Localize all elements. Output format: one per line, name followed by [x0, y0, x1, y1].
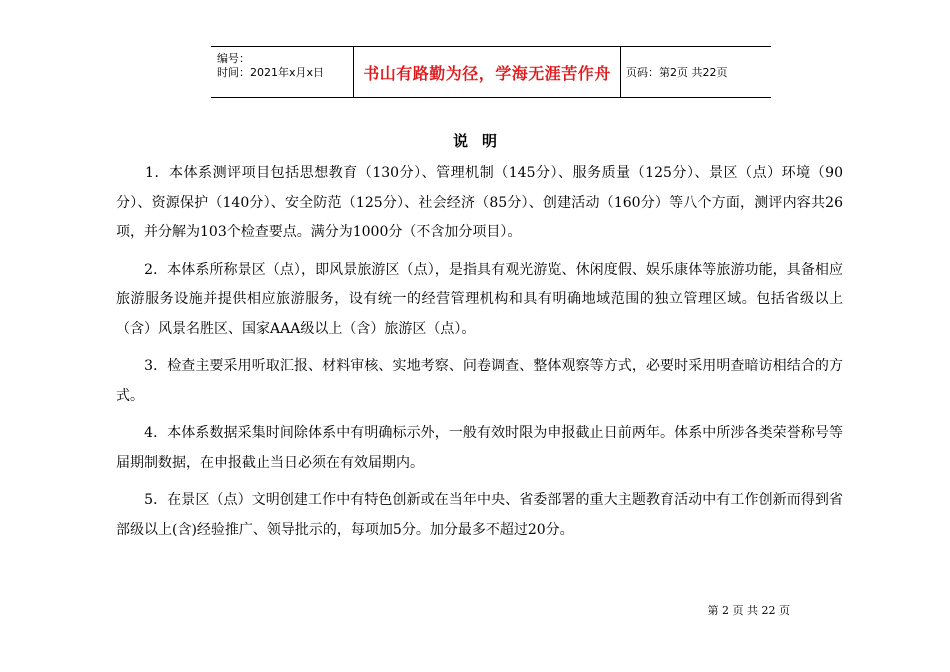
header-motto: 书山有路勤为径，学海无涯苦作舟 [354, 47, 621, 97]
paragraph-5: 5．在景区（点）文明创建工作中有特色创新或在当年中央、省委部署的重大主题教育活动中有工作创新而得到省部级以上(含)经验推广、领导批示的，每项加5分。加分最多不超过20分。 [116, 492, 843, 538]
header-info-cell [211, 47, 354, 97]
header-page-number: 页码：第2页 共22页 [626, 66, 728, 79]
document-title: 说明 [452, 132, 511, 150]
paragraph-2: 2．本体系所称景区（点），即风景旅游区（点），是指具有观光游览、休闲度假、娱乐康体等旅游功能，具备相应旅游服务设施并提供相应旅游服务，设有统一的经营管理机构和具有明确地域范围的独立管理区域。包括省级以上（含）风景名胜区、国家AAA级以上（含）旅游区（点）。 [116, 261, 843, 337]
document-body [116, 159, 843, 553]
paragraph-3: 3．检查主要采用听取汇报、材料审核、实地考察、问卷调查、整体观察等方式，必要时采用明查暗访相结合的方式。 [116, 358, 843, 404]
paragraph-4: 4．本体系数据采集时间除体系中有明确标示外，一般有效时限为申报截止日前两年。体系中所涉各类荣誉称号等届期制数据，在申报截止当日必须在有效届期内。 [116, 425, 843, 471]
page-header [211, 46, 771, 98]
document-number-label: 编号： [217, 52, 250, 65]
document-time-label: 时间：2021年x月x日 [217, 66, 325, 79]
paragraph-1: 1．本体系测评项目包括思想教育（130分）、管理机制（145分）、服务质量（125分）、景区（点）环境（90分）、资源保护（140分）、安全防范（125分）、社会经济（85分）、创建活动（160分）等八个方面，测评内容共26项，并分解为103个检查要点。满分为1000分（不含加分项目）。 [116, 165, 843, 240]
page-footer: 第 2 页 共 22 页 [707, 604, 790, 617]
